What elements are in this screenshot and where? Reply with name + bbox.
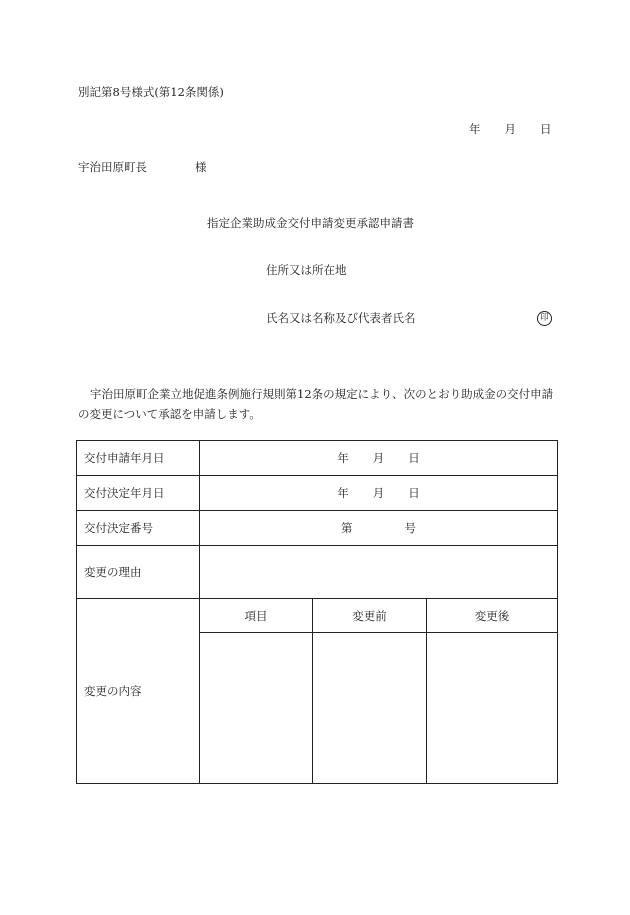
honorific: 様	[195, 160, 207, 174]
name-label: 氏名又は名称及び代表者氏名	[266, 311, 416, 325]
decision-number-prefix: 第	[341, 521, 353, 535]
content-column-after: 変更後	[427, 599, 558, 633]
seal-stamp-icon	[537, 311, 552, 326]
decision-date-day: 日	[408, 486, 420, 500]
document-title: 指定企業助成金交付申請変更承認申請書	[207, 216, 414, 230]
table-row-application-date	[77, 441, 558, 476]
date-line	[469, 124, 552, 136]
application-table	[76, 440, 558, 784]
application-date-month: 月	[372, 451, 385, 465]
reason-value[interactable]	[200, 546, 558, 599]
table-row-decision-number	[77, 511, 558, 546]
decision-date-value[interactable]	[200, 476, 558, 511]
table-row-decision-date	[77, 476, 558, 511]
content-label: 変更の内容	[77, 599, 200, 784]
reason-label: 変更の理由	[77, 546, 200, 599]
date-year-label: 年	[469, 122, 481, 136]
application-date-year: 年	[337, 451, 349, 465]
application-date-label: 交付申請年月日	[77, 441, 200, 476]
seal-label: 印	[540, 313, 549, 324]
content-column-item: 項目	[200, 599, 313, 633]
decision-number-suffix: 号	[404, 521, 416, 535]
date-month-label: 月	[504, 122, 516, 136]
decision-number-value[interactable]	[200, 511, 558, 546]
body-text: 宇治田原町企業立地促進条例施行規則第12条の規定により、次のとおり助成金の交付申請の変更について承認を申請します。	[78, 387, 554, 421]
application-date-value[interactable]	[200, 441, 558, 476]
addressee: 宇治田原町長	[78, 160, 147, 174]
content-before-cell[interactable]	[313, 633, 427, 784]
decision-date-label: 交付決定年月日	[77, 476, 200, 511]
form-reference: 別記第8号様式(第12条関係)	[78, 85, 224, 99]
content-item-cell[interactable]	[200, 633, 313, 784]
date-day-label: 日	[540, 122, 552, 136]
content-column-before: 変更前	[313, 599, 427, 633]
decision-number-label: 交付決定番号	[77, 511, 200, 546]
decision-date-year: 年	[337, 486, 349, 500]
decision-date-month: 月	[372, 486, 385, 500]
application-date-day: 日	[408, 451, 420, 465]
address-label: 住所又は所在地	[266, 263, 347, 277]
table-row-content-header	[77, 599, 558, 633]
table-row-reason	[77, 546, 558, 599]
content-after-cell[interactable]	[427, 633, 558, 784]
